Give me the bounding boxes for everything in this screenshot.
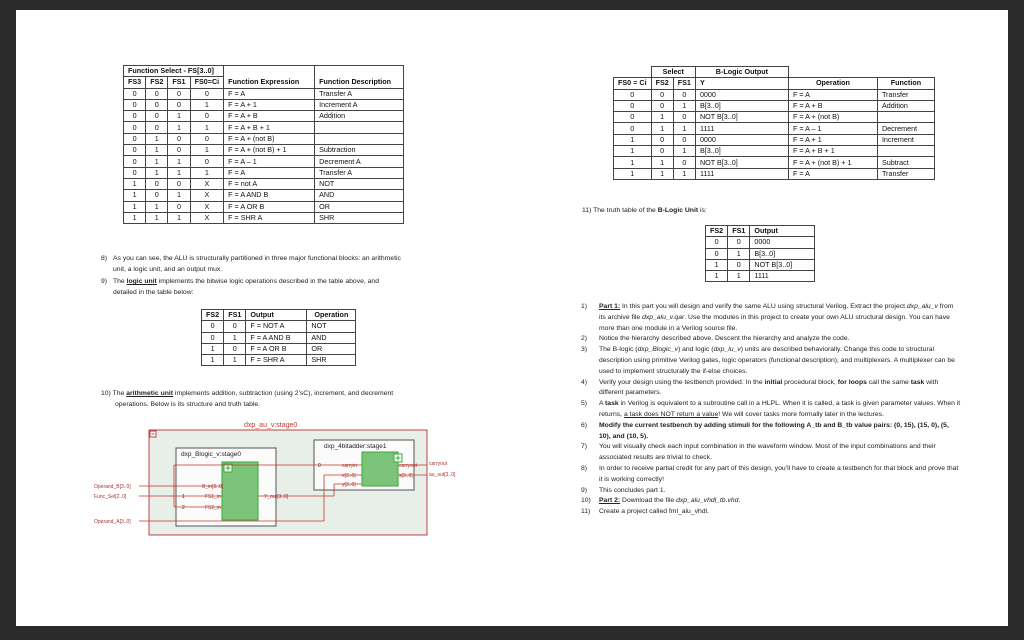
table-cell: 0: [673, 134, 695, 145]
table-cell: 1111: [695, 123, 788, 134]
table-cell: 1: [146, 156, 168, 167]
table-cell: [315, 133, 404, 144]
list-item-text: with different parameters.: [599, 378, 939, 397]
table-cell: 0: [651, 89, 673, 100]
table-row: [614, 134, 935, 145]
table-cell: NOT B[3..0]: [695, 112, 788, 123]
operand-b-input: Operand_B[3..0]: [94, 484, 131, 490]
table-row: [614, 89, 935, 100]
list-item-text: A: [599, 400, 606, 408]
table-cell: 0: [146, 178, 168, 189]
col-header: FS2: [202, 310, 224, 321]
col-header: Y: [695, 78, 788, 89]
table-row: [706, 259, 815, 270]
table-header-row: [124, 66, 404, 77]
table-cell: 0: [224, 343, 246, 354]
table-cell: 0: [124, 111, 146, 122]
col-header: FS3: [124, 77, 146, 88]
table-cell: 0: [124, 122, 146, 133]
table-cell: 0: [202, 321, 224, 332]
table-cell: 1: [124, 190, 146, 201]
table-cell: 0: [202, 332, 224, 343]
adder-block-label: dxp_4bitadder:stage1: [324, 443, 387, 450]
list-item-number: 3): [581, 346, 588, 354]
table-cell: NOT B[3..0]: [750, 259, 815, 270]
table-row: [124, 133, 404, 144]
table-cell: F = A + 1: [788, 134, 877, 145]
table-cell: [315, 122, 404, 133]
table-cell: 1: [168, 167, 190, 178]
au-out-output: au_out[3..0]: [429, 472, 456, 478]
list-item-text: dxp_alu_vhdl_tb.vhd: [676, 497, 739, 505]
table-cell: F = A AND B: [224, 190, 315, 201]
table-cell: F = A – 1: [224, 156, 315, 167]
table-cell: B[3..0]: [695, 146, 788, 157]
table-body: [124, 88, 404, 224]
table-cell: 1: [614, 146, 652, 157]
blogic-truth-table: [705, 225, 815, 282]
list-item-number: 5): [581, 400, 588, 408]
table-row: [202, 321, 356, 332]
list-item-text: Create a project called fml_alu_vhdl.: [599, 508, 709, 516]
col-header: FS0=Ci: [190, 77, 224, 88]
table-cell: F = A AND B: [246, 332, 307, 343]
yout-port: Y_out[3..0]: [264, 494, 289, 500]
table-cell: 0: [651, 100, 673, 111]
table-header-row: [614, 67, 935, 78]
list-item-text: dxp_alu_v.qar: [642, 313, 685, 321]
list-item-text: ) units are described behaviorally. Change this code to structural description using primitive Verilog gates, logic operators (functional description), and multiplexers. A multiplexer can be used to implement structurally the if-else choices.: [599, 346, 955, 375]
table-row: [124, 156, 404, 167]
table-cell: 1: [673, 100, 695, 111]
table-cell: 0: [146, 122, 168, 133]
table-cell: 0: [614, 112, 652, 123]
list-item-text: Modify the current testbench by adding stimuli for the following A_tb and B_tb value pairs: (0, 15), (15, 0), (5, 10), and (10, 5).: [599, 421, 949, 440]
table-cell: 1: [673, 123, 695, 134]
svg-text:0: 0: [318, 463, 321, 469]
list-item-text: You will visually check each input combination in the waveform window. Most of the input combinations and their associated results are trivial to check.: [599, 443, 936, 462]
table-cell: 1: [651, 168, 673, 179]
table-cell: 1: [673, 168, 695, 179]
list-item-text: a task does NOT return a value: [623, 410, 719, 418]
table-cell: 1: [190, 122, 224, 133]
table-cell: 1: [673, 146, 695, 157]
table-cell: 1: [728, 271, 750, 282]
table-row: [124, 201, 404, 212]
fs1-port: FS1_in: [205, 494, 221, 500]
col-header: FS2: [651, 78, 673, 89]
table-cell: 0000: [695, 134, 788, 145]
table-cell: 0: [614, 89, 652, 100]
list-item-text: The B-logic (: [599, 346, 638, 354]
list-item-text: In this part you will design and verify the same ALU using structural Verilog. Extract the project: [620, 303, 907, 310]
table-cell: F = not A: [224, 178, 315, 189]
table-row: [124, 99, 404, 110]
table-cell: X: [190, 201, 224, 212]
table-cell: Transfer A: [315, 88, 404, 99]
table-row: [614, 146, 935, 157]
list-item: [581, 442, 961, 464]
list-item: [581, 464, 961, 486]
list-item-text: This concludes part 1.: [599, 486, 666, 494]
logic-unit-table: [201, 309, 356, 366]
table-header-row: [706, 226, 815, 237]
blogic-header: B-Logic Output: [695, 67, 788, 78]
table-row: [202, 355, 356, 366]
table-title: Function Select - FS[3..0]: [124, 66, 224, 77]
table-cell: 1: [614, 168, 652, 179]
table-cell: AND: [315, 190, 404, 201]
table-cell: 0: [651, 146, 673, 157]
table-cell: 0: [168, 178, 190, 189]
list-item-number: 4): [581, 378, 588, 386]
table-row: [706, 271, 815, 282]
table-cell: 1111: [695, 168, 788, 179]
list-item-text: Download the file: [620, 497, 677, 505]
table-cell: 1: [146, 145, 168, 156]
list-item-text: ! We will cover tasks more formally later in the lectures.: [718, 410, 884, 418]
table-cell: 1: [168, 156, 190, 167]
b-in-port: B_in[3..0]: [202, 484, 224, 490]
table-cell: F = A: [224, 167, 315, 178]
col-header: FS2: [706, 226, 728, 237]
paragraph-11: 11) The truth table of the B-Logic Unit is:: [582, 207, 707, 214]
table-cell: Transfer: [877, 89, 934, 100]
col-header: FS2: [146, 77, 168, 88]
table-cell: X: [190, 190, 224, 201]
table-cell: 1: [146, 212, 168, 223]
table-cell: 0: [651, 134, 673, 145]
table-cell: F = NOT A: [246, 321, 307, 332]
table-cell: F = A OR B: [224, 201, 315, 212]
table-cell: 0: [168, 201, 190, 212]
table-cell: 0: [168, 99, 190, 110]
col-header: Function Description: [315, 77, 404, 88]
col-header: Output: [246, 310, 307, 321]
list-item-text: from its archive file: [599, 303, 954, 321]
table-row: [124, 190, 404, 201]
table-row: [614, 112, 935, 123]
col-header: Function: [877, 78, 934, 89]
table-cell: 1: [168, 190, 190, 201]
table-cell: 0: [224, 321, 246, 332]
table-cell: 1: [202, 355, 224, 366]
table-cell: 0: [146, 111, 168, 122]
table-cell: F = A + 1: [224, 99, 315, 110]
table-cell: 0: [168, 145, 190, 156]
table-row: [124, 88, 404, 99]
table-row: [614, 168, 935, 179]
list-item-number: 7): [581, 443, 588, 451]
table-cell: 1: [190, 167, 224, 178]
table-cell: B[3..0]: [695, 100, 788, 111]
table-cell: 1: [146, 201, 168, 212]
list-item-number: 1): [581, 303, 588, 310]
table-body: [202, 321, 356, 366]
fs2-port: FS2_in: [205, 505, 221, 511]
document-page: [16, 10, 1008, 626]
table-row: [124, 178, 404, 189]
table-cell: 0: [673, 157, 695, 168]
table-cell: F = A + (not B): [788, 112, 877, 123]
table-cell: AND: [307, 332, 356, 343]
select-header: Select: [651, 67, 695, 78]
table-cell: 1: [168, 212, 190, 223]
table-row: [614, 100, 935, 111]
outer-block-label: dxp_au_v:stage0: [244, 422, 298, 429]
table-cell: 1: [706, 259, 728, 270]
col-header: FS0 = Ci: [614, 78, 652, 89]
list-item-number: 11): [581, 508, 591, 516]
table-row: [614, 157, 935, 168]
table-cell: Increment: [877, 134, 934, 145]
table-cell: OR: [315, 201, 404, 212]
table-cell: 0: [168, 133, 190, 144]
list-item: [581, 486, 961, 497]
table-cell: 1: [124, 201, 146, 212]
table-cell: 0: [168, 88, 190, 99]
table-cell: Decrement A: [315, 156, 404, 167]
list-item: [581, 302, 961, 334]
table-cell: SHR: [315, 212, 404, 223]
table-cell: 0: [728, 259, 750, 270]
table-cell: 1111: [750, 271, 815, 282]
list-item-text: call the same: [866, 378, 911, 386]
table-row: [614, 123, 935, 134]
table-cell: F = SHR A: [224, 212, 315, 223]
table-cell: 0: [190, 156, 224, 167]
list-item: [581, 421, 961, 443]
table-cell: NOT B[3..0]: [695, 157, 788, 168]
table-cell: F = SHR A: [246, 355, 307, 366]
table-row: [706, 248, 815, 259]
table-cell: 0: [728, 237, 750, 248]
col-header: FS1: [673, 78, 695, 89]
svg-text:1: 1: [182, 494, 185, 500]
table-cell: F = A: [788, 168, 877, 179]
adder-block[interactable]: [362, 452, 398, 486]
table-cell: 0: [614, 100, 652, 111]
table-row: [124, 212, 404, 223]
table-cell: 0: [124, 88, 146, 99]
table-body: [706, 237, 815, 282]
table-cell: 1: [614, 157, 652, 168]
list-item-text: .: [738, 497, 741, 505]
table-cell: NOT: [315, 178, 404, 189]
table-row: [124, 167, 404, 178]
list-item-text: for loops: [837, 378, 867, 386]
table-cell: 1: [202, 343, 224, 354]
list-item-number: 9): [581, 486, 588, 494]
table-cell: F = A + B + 1: [788, 146, 877, 157]
col-header: Output: [750, 226, 815, 237]
table-row: [202, 343, 356, 354]
table-cell: OR: [307, 343, 356, 354]
table-cell: 1: [190, 99, 224, 110]
table-row: [124, 122, 404, 133]
table-cell: X: [190, 212, 224, 223]
table-cell: 0: [673, 89, 695, 100]
table-cell: 0: [190, 111, 224, 122]
list-item-text: task: [910, 378, 925, 386]
col-header: FS1: [224, 310, 246, 321]
table-cell: Addition: [315, 111, 404, 122]
carryin-port: carryin: [342, 463, 358, 469]
list-item: [581, 334, 961, 345]
table-cell: 0: [190, 88, 224, 99]
col-header: FS1: [728, 226, 750, 237]
table-cell: 0: [124, 167, 146, 178]
table-cell: 1: [168, 111, 190, 122]
table-cell: F = A – 1: [788, 123, 877, 134]
list-item-text: ) and logic (: [677, 346, 714, 354]
table-cell: 0: [706, 248, 728, 259]
paragraph-10: 10) The arithmetic unit implements addition, subtraction (using 2’sC), increment, and decrement operations. Below is its structure and truth table.: [101, 390, 394, 409]
table-cell: Subtraction: [315, 145, 404, 156]
table-cell: 0: [146, 190, 168, 201]
carryout-port: carryout: [399, 463, 418, 469]
table-cell: 0000: [750, 237, 815, 248]
list-item-text: In order to receive partial credit for any part of this design, you’ll have to create a testbench for that block and prove that it is working correctly!: [599, 464, 959, 483]
table-cell: 1: [190, 145, 224, 156]
table-cell: F = A + (not B) + 1: [788, 157, 877, 168]
list-item-text: dxp_lu_v: [713, 346, 741, 354]
blogic-output-table: [613, 66, 935, 180]
table-cell: X: [190, 178, 224, 189]
arithmetic-unit-diagram: [94, 418, 456, 538]
list-item-text: Part 2:: [599, 497, 621, 505]
col-header: Operation: [307, 310, 356, 321]
table-cell: 0: [706, 237, 728, 248]
table-row: [124, 111, 404, 122]
col-header: FS1: [168, 77, 190, 88]
table-cell: 0: [614, 123, 652, 134]
table-cell: F = A + (not B): [224, 133, 315, 144]
list-item-text: Part 1:: [599, 303, 621, 310]
list-item-text: . Use the modules in this project to create your own ALU structural design. You can have more than one module in a Verilog source file.: [599, 313, 950, 332]
list-item-text: dxp_alu_v: [906, 303, 938, 310]
list-item-number: 8): [581, 464, 588, 472]
table-cell: F = A + B: [788, 100, 877, 111]
list-item-text: Verify your design using the testbench provided. In the: [599, 378, 765, 386]
table-cell: Addition: [877, 100, 934, 111]
table-row: [202, 332, 356, 343]
table-row: [124, 145, 404, 156]
table-cell: 1: [168, 122, 190, 133]
table-cell: NOT: [307, 321, 356, 332]
table-cell: 0: [124, 99, 146, 110]
col-header: Function Expression: [224, 77, 315, 88]
table-cell: F = A OR B: [246, 343, 307, 354]
list-item: [581, 507, 961, 518]
function-select-table: [123, 65, 404, 224]
table-cell: 1: [224, 355, 246, 366]
table-cell: Subtract: [877, 157, 934, 168]
table-cell: 1: [728, 248, 750, 259]
table-cell: F = A + B + 1: [224, 122, 315, 133]
blogic-block-label: dxp_Blogic_v:stage0: [181, 451, 241, 458]
table-cell: 1: [224, 332, 246, 343]
table-cell: 0: [124, 145, 146, 156]
table-cell: 0: [124, 156, 146, 167]
table-cell: Decrement: [877, 123, 934, 134]
table-cell: 0: [190, 133, 224, 144]
table-cell: SHR: [307, 355, 356, 366]
carryout-output: carryout: [429, 461, 448, 467]
table-cell: 1: [651, 157, 673, 168]
table-cell: 1: [146, 133, 168, 144]
table-cell: [877, 112, 934, 123]
y-port: y[3..0]: [342, 482, 356, 488]
table-cell: Increment A: [315, 99, 404, 110]
svg-text:2: 2: [182, 505, 185, 511]
table-cell: F = A + (not B) + 1: [224, 145, 315, 156]
list-item-number: 2): [581, 335, 588, 343]
list-item-text: task: [605, 400, 619, 408]
table-row: [706, 237, 815, 248]
s-port: s[3..0]: [399, 473, 413, 479]
table-cell: 1: [614, 134, 652, 145]
operand-a-input: Operand_A[3..0]: [94, 519, 131, 525]
list-item: [581, 399, 961, 421]
table-cell: Transfer A: [315, 167, 404, 178]
table-cell: 1: [124, 212, 146, 223]
table-header-row: [124, 77, 404, 88]
list-item-text: in Verilog is equivalent to a subroutine call in a HLPL. When it is called, a task is given parameter values. When it returns,: [599, 400, 961, 418]
table-cell: Transfer: [877, 168, 934, 179]
table-cell: B[3..0]: [750, 248, 815, 259]
table-header-row: [202, 310, 356, 321]
table-body: [614, 89, 935, 179]
table-cell: 1: [651, 123, 673, 134]
col-header: Operation: [788, 78, 877, 89]
list-item-text: Notice the hierarchy described above. Descent the hierarchy and analyze the code.: [599, 335, 850, 343]
paragraph-8: 8) As you can see, the ALU is structurally partitioned in three major functional blocks: an arithmetic unit, a logic unit, and an output mux.: [101, 255, 401, 274]
func-sel-input: Func_Sel[2..0]: [94, 494, 127, 500]
table-cell: 1: [651, 112, 673, 123]
table-cell: 1: [124, 178, 146, 189]
list-item-number: 6): [581, 421, 588, 429]
paragraph-9: 9) The logic unit implements the bitwise logic operations described in the table above, and detailed in the table below:: [101, 278, 379, 297]
table-cell: 0000: [695, 89, 788, 100]
list-item-number: 10): [581, 497, 591, 505]
table-cell: F = A: [788, 89, 877, 100]
table-cell: 0: [146, 99, 168, 110]
table-cell: 0: [673, 112, 695, 123]
list-item-text: dxp_Blogic_v: [637, 346, 678, 354]
instructions-list: [581, 302, 961, 518]
table-cell: 1: [146, 167, 168, 178]
table-cell: F = A: [224, 88, 315, 99]
table-cell: F = A + B: [224, 111, 315, 122]
list-item: [581, 496, 961, 507]
table-cell: 0: [124, 133, 146, 144]
list-item: [581, 378, 961, 400]
table-header-row: [614, 78, 935, 89]
table-cell: 1: [706, 271, 728, 282]
list-item-text: initial: [764, 378, 783, 386]
list-item-text: procedural block,: [782, 378, 838, 386]
list-item: [581, 345, 961, 377]
table-cell: 0: [146, 88, 168, 99]
x-port: x[3..0]: [342, 473, 356, 479]
table-cell: [877, 146, 934, 157]
